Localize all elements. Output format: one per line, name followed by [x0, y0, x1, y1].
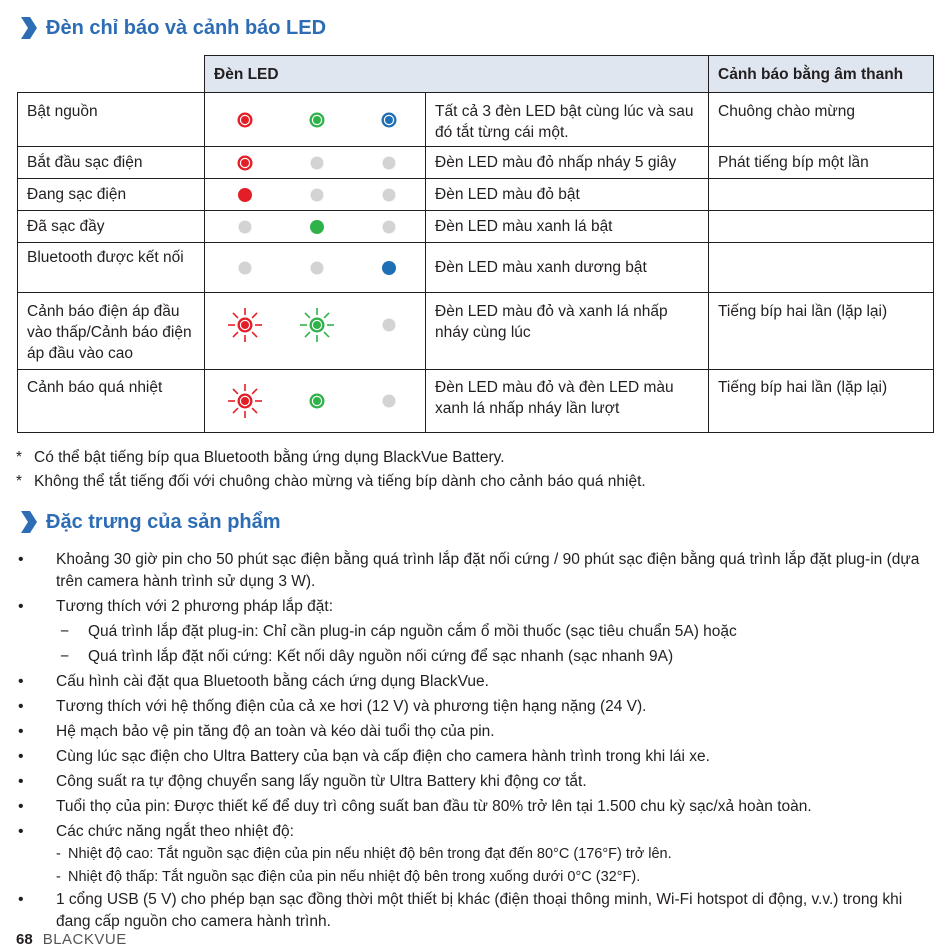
sub-item: - Nhiệt độ cao: Tắt nguồn sạc điện của pin nếu nhiệt độ bên trong đạt đến 80°C (176°F) trở lên. [56, 846, 672, 862]
list-item: • Tuổi thọ của pin: Được thiết kế để duy trì công suất ban đầu từ 80% trở lên tại 1.500 chu kỳ sạc/xả hoàn toàn. [18, 798, 812, 815]
footnote: * Có thể bật tiếng bíp qua Bluetooth bằng ứng dụng BlackVue Battery. [16, 449, 505, 466]
section-title: Đèn chỉ báo và cảnh báo LED [46, 16, 327, 39]
led-slot [209, 111, 281, 129]
row-desc: Đèn LED màu đỏ và đèn LED màu xanh lá nhấp nháy lần lượt [426, 370, 709, 433]
table-row [18, 93, 934, 147]
list-item: • Cấu hình cài đặt qua Bluetooth bằng cách ứng dụng BlackVue. [18, 673, 489, 690]
led-slot [281, 154, 353, 172]
page-footer [16, 931, 127, 948]
row-desc: Đèn LED màu đỏ bật [426, 179, 709, 211]
led-off-icon [380, 316, 398, 334]
led-slot [209, 218, 281, 236]
led-cell [205, 179, 426, 211]
led-cell [205, 243, 426, 293]
led-green-solid-icon [308, 218, 326, 236]
table-row [18, 147, 934, 179]
row-desc: Đèn LED màu xanh lá bật [426, 211, 709, 243]
led-slot [281, 218, 353, 236]
led-off-icon [236, 259, 254, 277]
section-heading-features [18, 510, 281, 534]
row-sound [709, 243, 934, 293]
led-slot [353, 111, 425, 129]
led-slot [281, 186, 353, 204]
led-off-icon [308, 259, 326, 277]
row-name: Bluetooth được kết nối [18, 243, 205, 293]
led-cell [205, 293, 426, 370]
chevron-right-icon [18, 16, 38, 40]
row-sound: Phát tiếng bíp một lần [709, 147, 934, 179]
led-slot [209, 186, 281, 204]
led-slot [209, 305, 281, 345]
row-name: Bật nguồn [18, 93, 205, 147]
sub-item: − Quá trình lắp đặt plug-in: Chỉ cần plug-in cáp nguồn cắm ổ mồi thuốc (sạc tiêu chuẩn 5A) hoặc [60, 623, 737, 640]
row-desc: Đèn LED màu đỏ và xanh lá nhấp nháy cùng lúc [426, 293, 709, 370]
led-blue-ring-icon [380, 111, 398, 129]
row-desc: Đèn LED màu đỏ nhấp nháy 5 giây [426, 147, 709, 179]
section-title: Đặc trưng của sản phẩm [46, 510, 281, 533]
led-slot [281, 305, 353, 345]
led-slot [353, 154, 425, 172]
feature-list [18, 549, 930, 933]
brand-name: BLACKVUE [42, 931, 127, 948]
row-name: Cảnh báo điện áp đầu vào thấp/Cảnh báo điện áp đầu vào cao [18, 293, 205, 370]
led-slot [353, 186, 425, 204]
row-name: Bắt đầu sạc điện [18, 147, 205, 179]
led-red-blink-icon [225, 381, 265, 421]
led-cell [205, 147, 426, 179]
footnote: * Không thể tắt tiếng đối với chuông chào mừng và tiếng bíp dành cho cảnh báo quá nhiệt. [16, 473, 646, 490]
led-blue-solid-icon [380, 259, 398, 277]
table-row [18, 211, 934, 243]
led-cell [205, 93, 426, 147]
led-off-icon [308, 154, 326, 172]
row-sound [709, 179, 934, 211]
list-item: • Hệ mạch bảo vệ pin tăng độ an toàn và kéo dài tuổi thọ của pin. [18, 723, 495, 740]
led-green-ring-icon [308, 111, 326, 129]
table-row [18, 243, 934, 293]
led-table [17, 55, 934, 433]
led-slot [353, 392, 425, 410]
led-green-blink-icon [297, 305, 337, 345]
led-slot [353, 259, 425, 277]
led-slot [281, 111, 353, 129]
row-sound [709, 211, 934, 243]
led-green-ring-icon [308, 392, 326, 410]
section-heading-led [18, 16, 326, 40]
header-sound: Cảnh báo bằng âm thanh [709, 56, 934, 93]
led-slot [353, 218, 425, 236]
sub-item: - Nhiệt độ thấp: Tắt nguồn sạc điện của pin nếu nhiệt độ bên trong xuống dưới 0°C (32°F). [56, 869, 641, 885]
row-sound: Chuông chào mừng [709, 93, 934, 147]
list-item: • Công suất ra tự động chuyển sang lấy nguồn từ Ultra Battery khi động cơ tắt. [18, 773, 587, 790]
row-name: Đã sạc đầy [18, 211, 205, 243]
row-name: Đang sạc điện [18, 179, 205, 211]
led-slot [209, 154, 281, 172]
row-desc: Tất cả 3 đèn LED bật cùng lúc và sau đó tắt từng cái một. [426, 93, 709, 147]
list-item: • Cùng lúc sạc điện cho Ultra Battery của bạn và cấp điện cho camera hành trình trong khi lái xe. [18, 748, 710, 765]
led-red-blink-icon [225, 305, 265, 345]
row-desc: Đèn LED màu xanh dương bật [426, 243, 709, 293]
led-cell [205, 370, 426, 433]
led-red-ring-icon [236, 111, 254, 129]
chevron-right-icon [18, 510, 38, 534]
led-red-ring-icon [236, 154, 254, 172]
row-sound: Tiếng bíp hai lần (lặp lại) [709, 370, 934, 433]
led-off-icon [236, 218, 254, 236]
led-slot [281, 392, 353, 410]
table-row [18, 179, 934, 211]
led-off-icon [380, 186, 398, 204]
page-number: 68 [16, 931, 33, 948]
list-item: • Tương thích với 2 phương pháp lắp đặt: [18, 598, 334, 615]
led-slot [209, 259, 281, 277]
led-off-icon [380, 392, 398, 410]
led-slot [281, 259, 353, 277]
list-item: • Các chức năng ngắt theo nhiệt độ: [18, 823, 294, 840]
list-item: • 1 cổng USB (5 V) cho phép bạn sạc đồng thời một thiết bị khác (điện thoại thông minh, Wi-Fi hotspot di động, v.v.) trong khi đang cấp nguồn cho camera hành trình. [18, 891, 903, 930]
row-sound: Tiếng bíp hai lần (lặp lại) [709, 293, 934, 370]
sub-item: − Quá trình lắp đặt nối cứng: Kết nối dây nguồn nối cứng để sạc nhanh (sạc nhanh 9A) [60, 648, 674, 665]
header-led: Đèn LED [205, 56, 709, 93]
led-off-icon [308, 186, 326, 204]
led-slot [209, 381, 281, 421]
led-cell [205, 211, 426, 243]
list-item: • Khoảng 30 giờ pin cho 50 phút sạc điện bằng quá trình lắp đặt nối cứng / 90 phút sạc điện bằng quá trình lắp đặt plug-in (dựa trên camera hành trình sử dụng 3 W). [18, 551, 920, 590]
row-name: Cảnh báo quá nhiệt [18, 370, 205, 433]
led-off-icon [380, 154, 398, 172]
list-item: • Tương thích với hệ thống điện của cả xe hơi (12 V) và phương tiện hạng nặng (24 V). [18, 698, 647, 715]
led-off-icon [380, 218, 398, 236]
table-row [18, 293, 934, 370]
led-red-solid-icon [236, 186, 254, 204]
footnotes [16, 446, 646, 494]
table-row [18, 370, 934, 433]
led-slot [353, 316, 425, 334]
